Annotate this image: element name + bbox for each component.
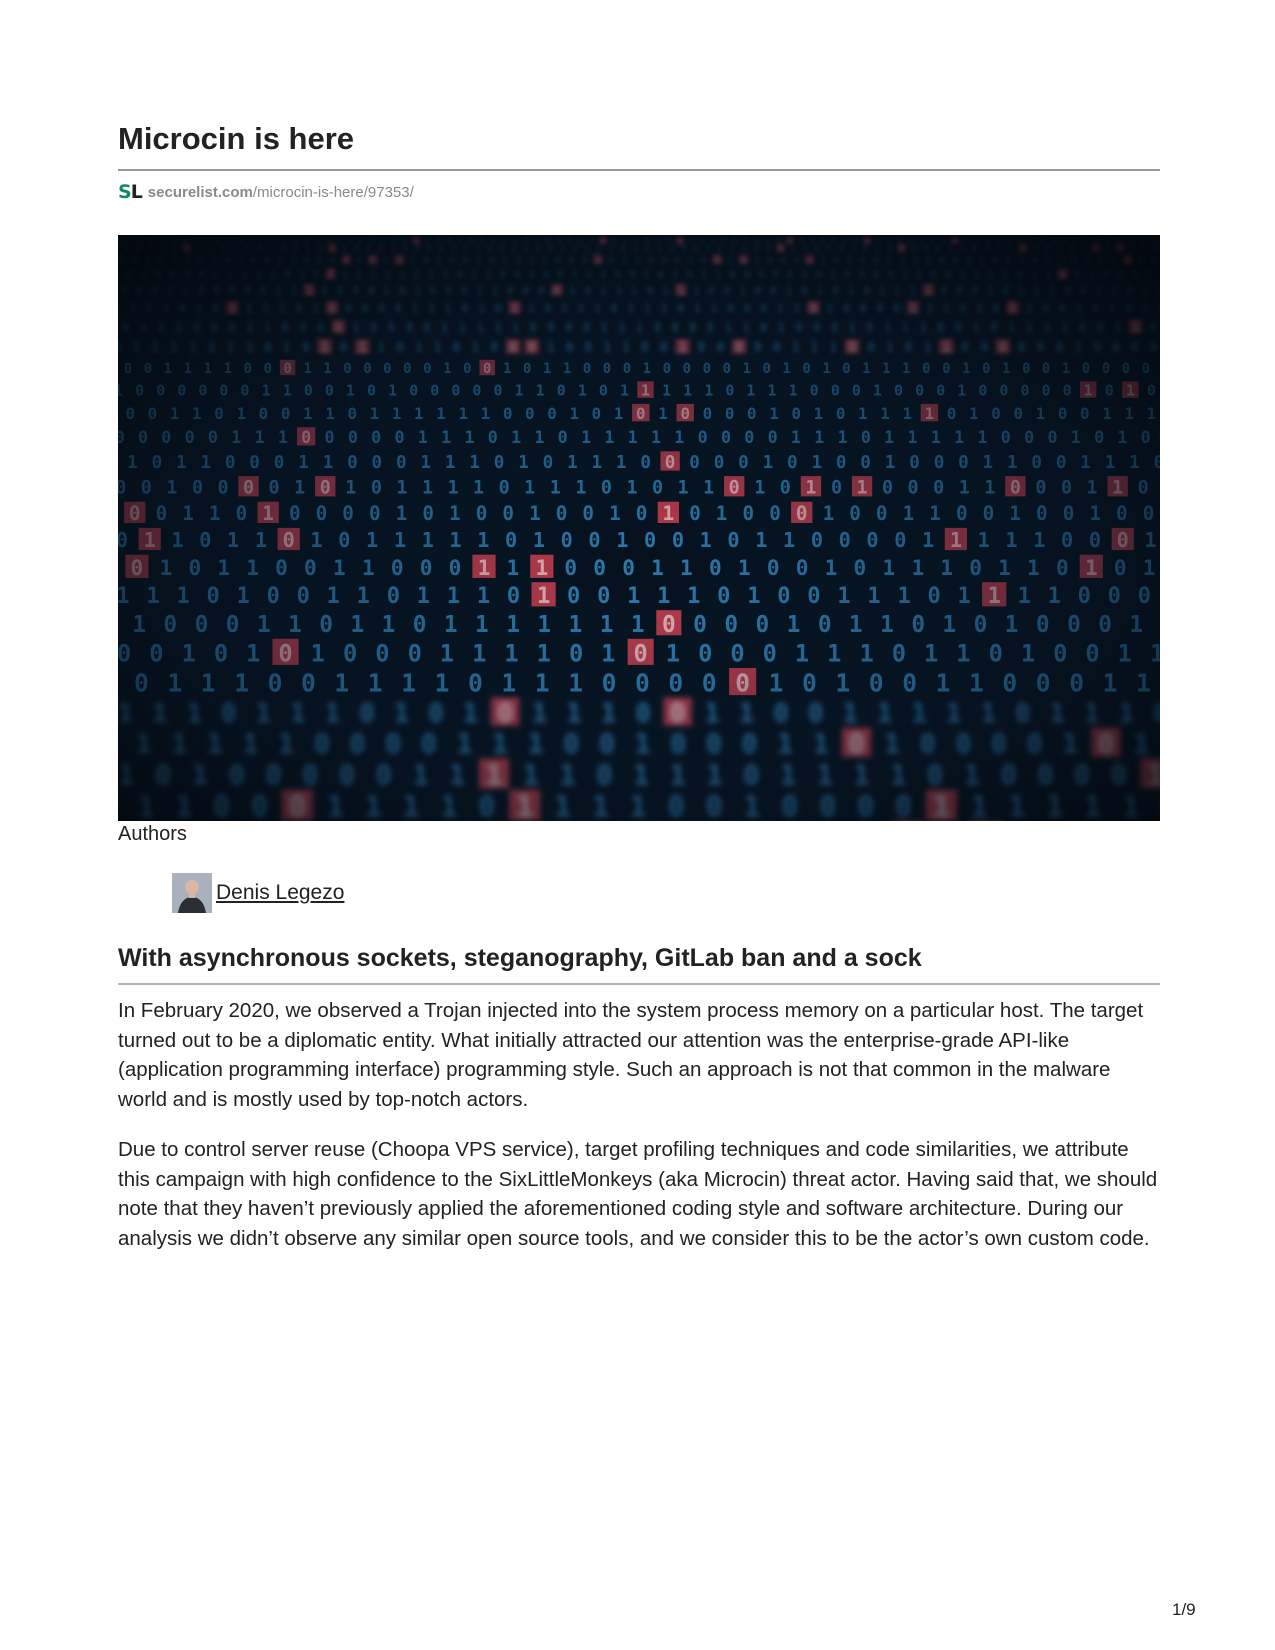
paragraph: In February 2020, we observed a Trojan injected into the system process memory on a particular host. The target turned out to be a diplomatic entity. What initially attracted our attention was the enterprise-grade API-like (application programming interface) programming style. Such an approach is not that common in the malware world and is mostly used by top-notch actors. bbox=[118, 999, 1144, 1111]
author-photo-icon bbox=[172, 873, 212, 913]
source-line bbox=[118, 181, 414, 203]
authors-label: Authors bbox=[118, 823, 187, 845]
avatar[interactable] bbox=[172, 873, 212, 913]
title-divider bbox=[118, 169, 1160, 171]
author-entry bbox=[172, 873, 344, 913]
securelist-logo-icon bbox=[118, 180, 142, 203]
author-link[interactable]: Denis Legezo bbox=[216, 881, 345, 904]
page-title: Microcin is here bbox=[118, 121, 355, 156]
logo-letter-s: S bbox=[118, 180, 131, 203]
source-url[interactable] bbox=[148, 184, 414, 201]
logo-letter-l: L bbox=[130, 180, 142, 203]
source-path: /microcin-is-here/97353/ bbox=[252, 183, 414, 201]
hero-image bbox=[118, 235, 1160, 821]
source-domain: securelist.com bbox=[147, 183, 253, 201]
paragraph: Due to control server reuse (Choopa VPS service), target profiling techniques and code similarities, we attribute this campaign with high confidence to the SixLittleMonkeys (aka Microcin) threat actor. Having said that, we should note that they haven’t previously applied the aforementioned coding style and software architecture. During our analysis we didn’t observe any similar open source tools, and we consider this to be the actor’s own custom code. bbox=[118, 1138, 1158, 1250]
binary-code-image bbox=[118, 235, 1160, 821]
section-heading: With asynchronous sockets, steganography, GitLab ban and a sock bbox=[118, 944, 922, 972]
page-number: 1/9 bbox=[1172, 1600, 1196, 1619]
section-divider bbox=[118, 983, 1160, 985]
